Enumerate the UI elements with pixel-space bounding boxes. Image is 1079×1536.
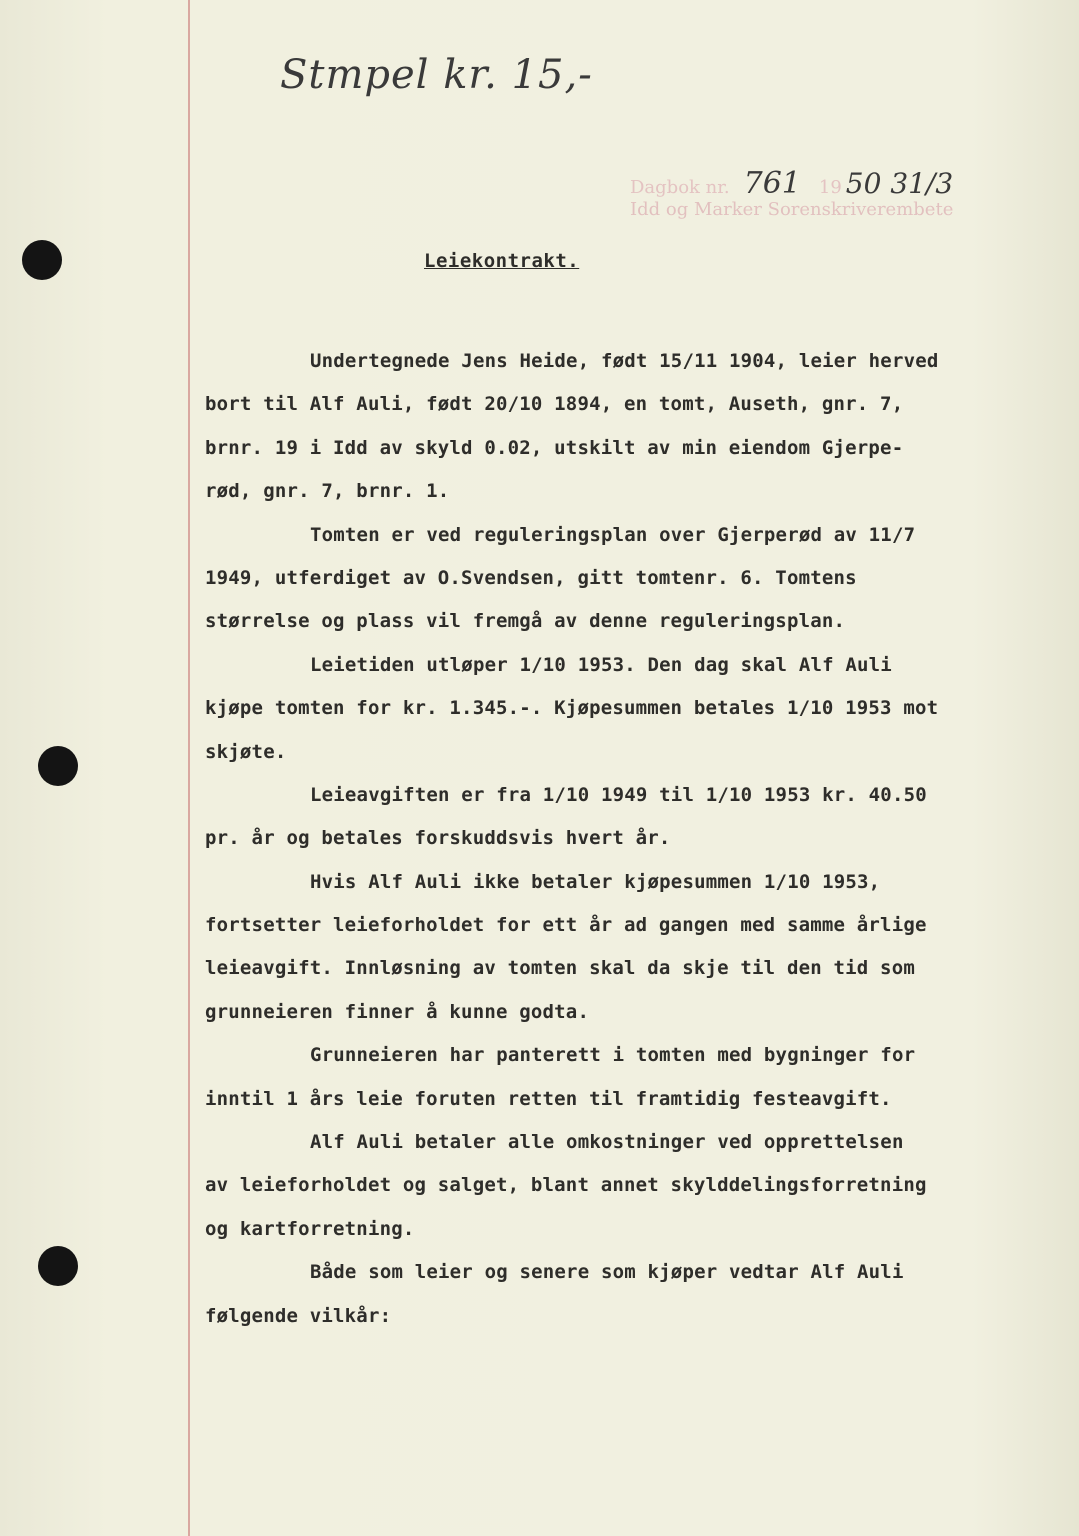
text-line: leieavgift. Innløsning av tomten skal da skje til den tid som xyxy=(205,957,915,980)
text-line: brnr. 19 i Idd av skyld 0.02, utskilt av min eiendom Gjerpe- xyxy=(205,436,904,459)
text-line: Tomten er ved reguleringsplan over Gjerperød av 11/7 xyxy=(310,523,916,546)
registry-stamp xyxy=(630,166,990,220)
margin-line xyxy=(188,0,190,1536)
text-line: og kartforretning. xyxy=(205,1217,415,1240)
punch-hole xyxy=(38,746,78,786)
text-line: 1949, utferdiget av O.Svendsen, gitt tomtenr. 6. Tomtens xyxy=(205,566,857,589)
text-line: rød, gnr. 7, brnr. 1. xyxy=(205,480,450,503)
text-line: Hvis Alf Auli ikke betaler kjøpesummen 1/10 1953, xyxy=(310,870,881,893)
text-line: Leieavgiften er fra 1/10 1949 til 1/10 1953 kr. 40.50 xyxy=(310,783,927,806)
text-line: størrelse og plass vil fremgå av denne reguleringsplan. xyxy=(205,610,846,633)
text-line: Alf Auli betaler alle omkostninger ved opprettelsen xyxy=(310,1131,904,1154)
text-line: Både som leier og senere som kjøper vedtar Alf Auli xyxy=(310,1261,904,1284)
text-line: Undertegnede Jens Heide, født 15/11 1904, leier herved xyxy=(310,350,939,372)
text-line: inntil 1 års leie foruten retten til framtidig festeavgift. xyxy=(205,1087,892,1110)
text-line: Leietiden utløper 1/10 1953. Den dag skal Alf Auli xyxy=(310,653,892,676)
text-line: av leieforholdet og salget, blant annet skylddelingsforretning xyxy=(205,1174,927,1197)
document-title: Leiekontrakt. xyxy=(424,250,580,272)
contract-body xyxy=(205,340,1025,1338)
handwritten-fee-note: Stmpel kr. 15,- xyxy=(280,52,593,98)
stamp-number: 761 xyxy=(743,166,801,201)
text-line: pr. år og betales forskuddsvis hvert år. xyxy=(205,827,671,850)
stamp-label: Dagbok nr. xyxy=(630,177,730,198)
text-line: grunneieren finner å kunne godta. xyxy=(205,1000,590,1023)
text-line: følgende vilkår: xyxy=(205,1304,392,1327)
text-line: kjøpe tomten for kr. 1.345.-. Kjøpesummen betales 1/10 1953 mot xyxy=(205,697,939,720)
stamp-date: 50 31/3 xyxy=(845,167,954,200)
text-line: skjøte. xyxy=(205,740,287,763)
punch-hole xyxy=(22,240,62,280)
text-line: Grunneieren har panterett i tomten med bygninger for xyxy=(310,1044,916,1067)
stamp-year-prefix: 19 xyxy=(818,177,842,198)
stamp-office: Idd og Marker Sorenskriverembete xyxy=(630,199,954,220)
text-line: fortsetter leieforholdet for ett år ad gangen med samme årlige xyxy=(205,914,927,937)
punch-hole xyxy=(38,1246,78,1286)
text-line: bort til Alf Auli, født 20/10 1894, en tomt, Auseth, gnr. 7, xyxy=(205,393,904,416)
